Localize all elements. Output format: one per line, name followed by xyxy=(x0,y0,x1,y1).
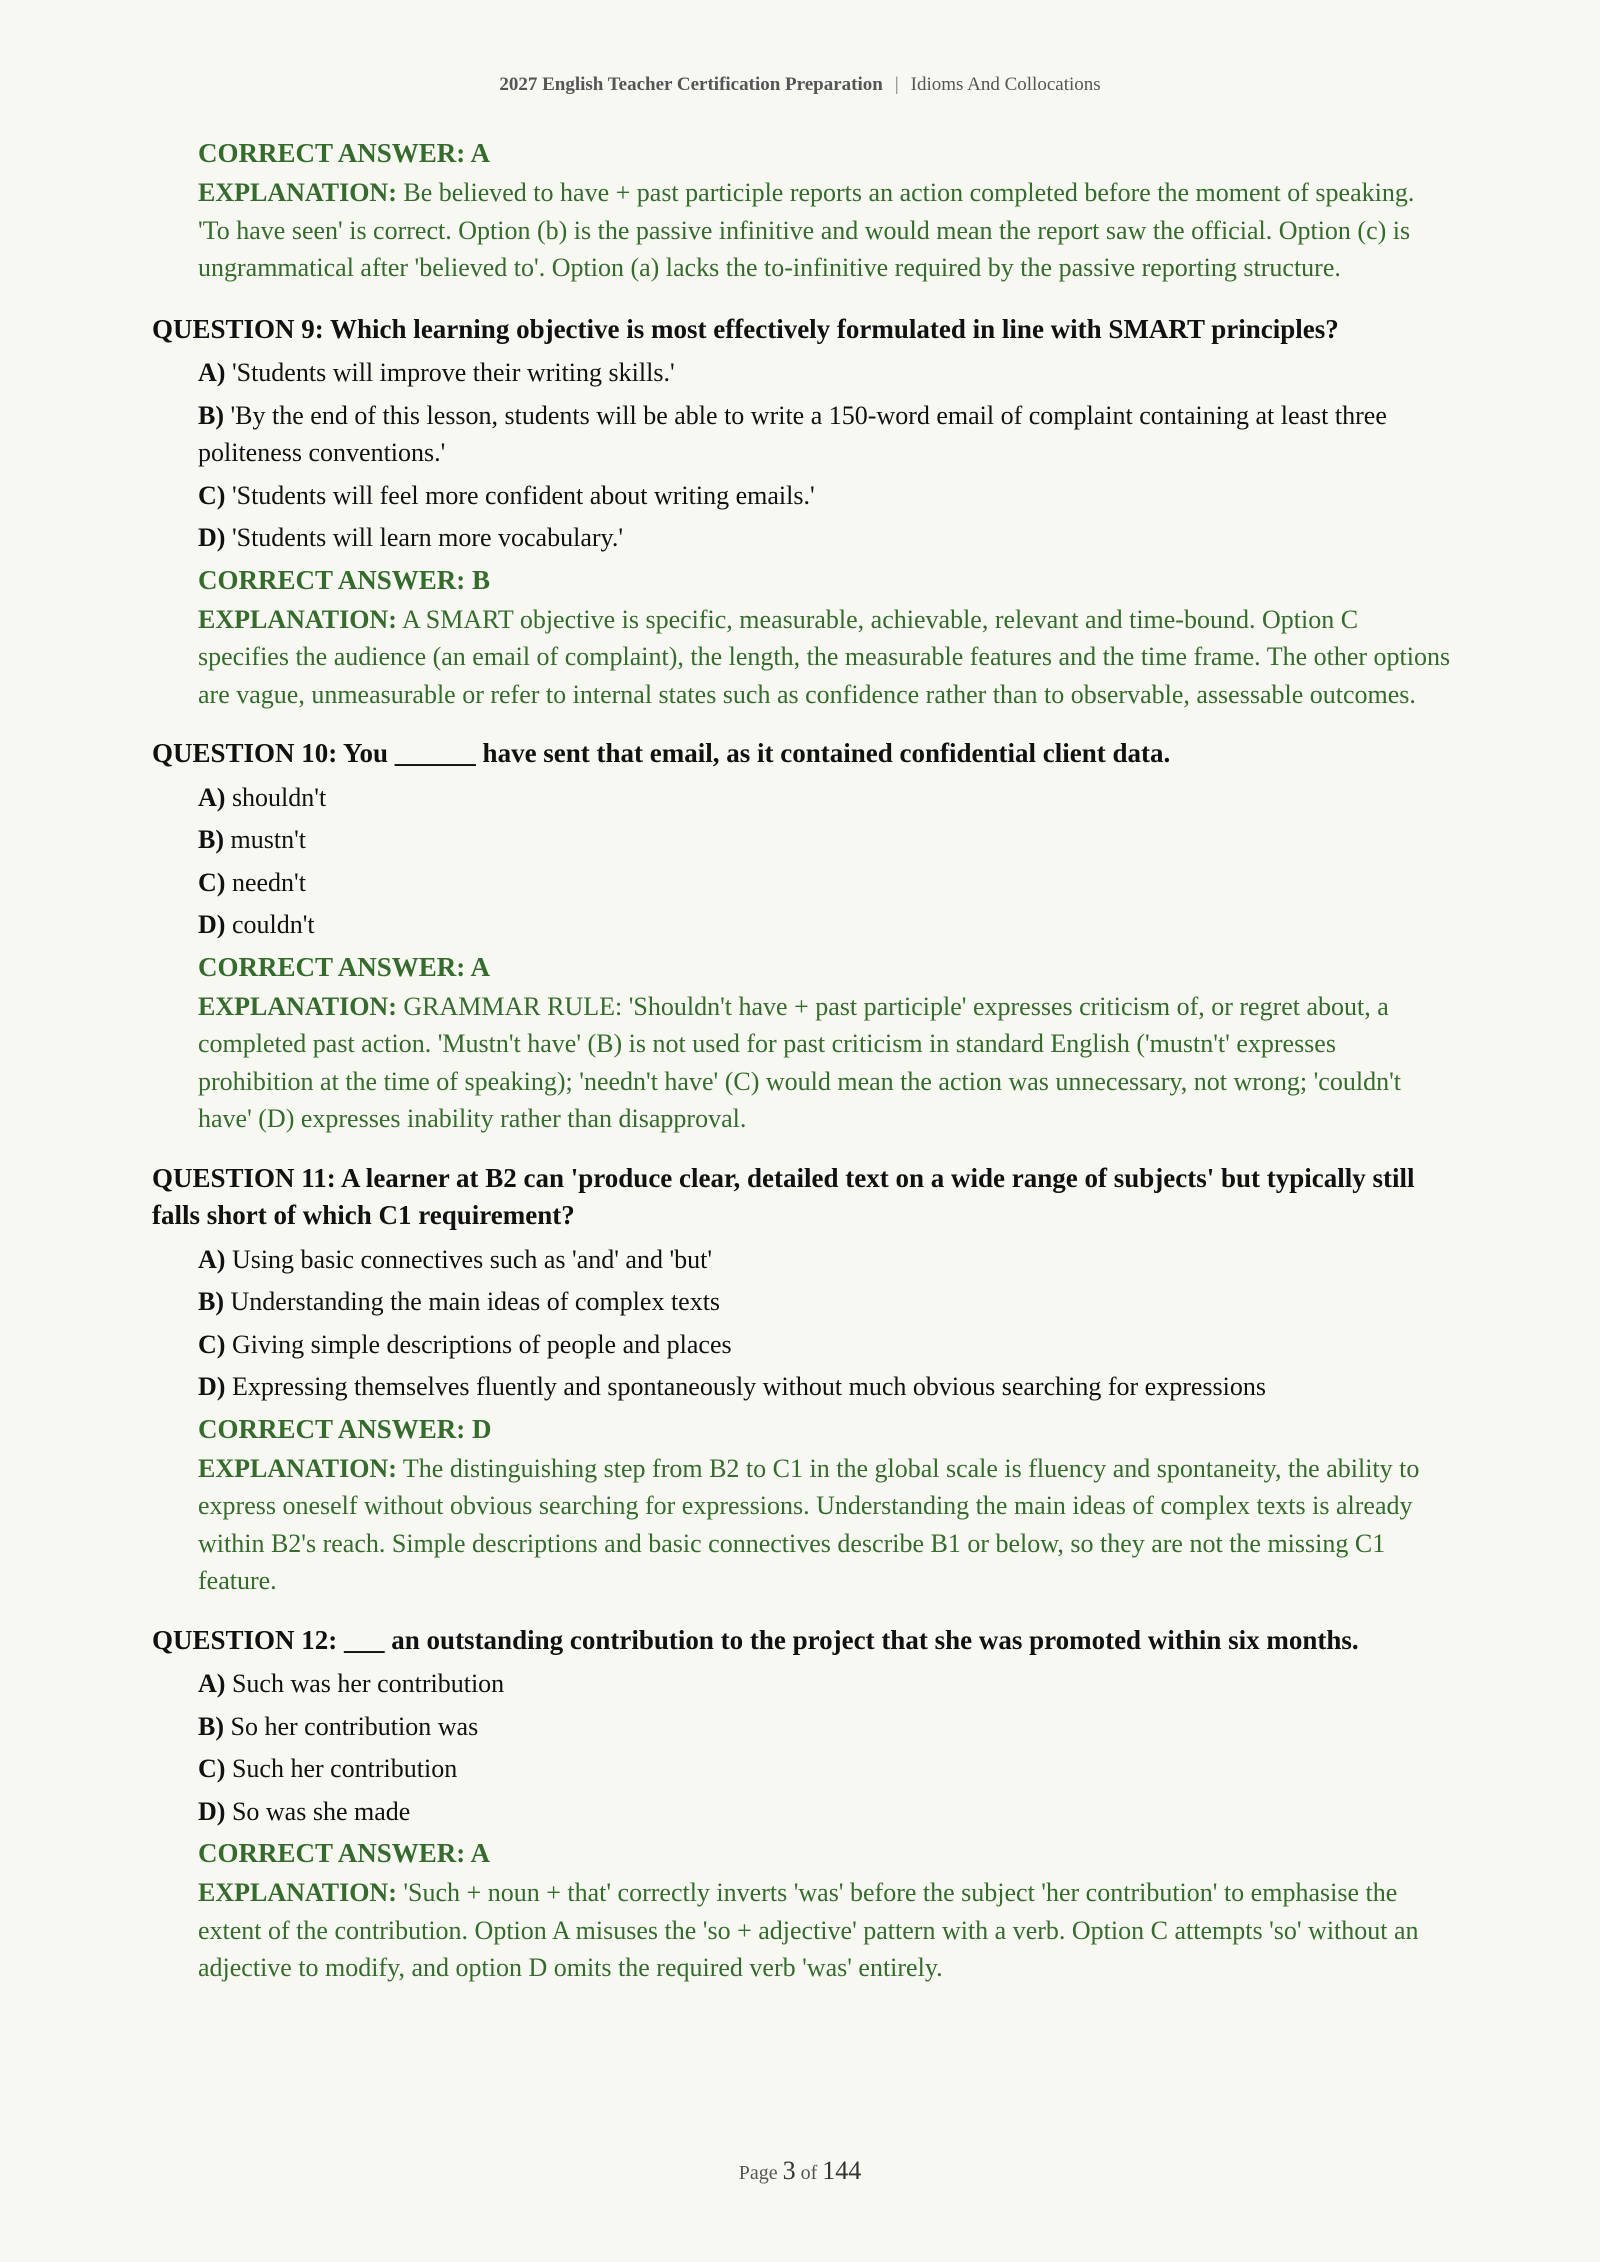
explanation-label: EXPLANATION: xyxy=(198,178,397,207)
question-8-tail xyxy=(152,136,1452,287)
question-12 xyxy=(152,1622,1452,1987)
option-a xyxy=(198,354,1452,392)
option-letter: C) xyxy=(198,480,226,510)
option-text: 'Students will learn more vocabulary.' xyxy=(231,523,624,552)
explanation xyxy=(198,988,1452,1138)
option-a xyxy=(198,779,1452,817)
option-b xyxy=(198,1283,1452,1321)
option-text: Using basic connectives such as 'and' and 'but' xyxy=(231,1244,713,1274)
option-letter: A) xyxy=(198,782,226,812)
of-word: of xyxy=(800,2162,818,2184)
page-content xyxy=(152,136,1452,1987)
question-title: QUESTION 9: Which learning objective is most effectively formulated in line with SMART principles? xyxy=(152,313,1339,344)
page-word: Page xyxy=(738,2162,778,2184)
option-c xyxy=(198,477,1452,515)
correct-answer: CORRECT ANSWER: B xyxy=(198,564,491,595)
question-10 xyxy=(152,735,1452,1138)
option-text: 'Students will feel more confident about writing emails.' xyxy=(231,480,815,510)
option-text: Giving simple descriptions of people and places xyxy=(231,1329,732,1359)
option-d xyxy=(198,1793,1452,1831)
option-letter: D) xyxy=(198,1372,226,1401)
explanation-text: Be believed to have + past participle reports an action completed before the moment of speaking. 'To have seen' is correct. Option (b) is the passive infinitive and would mean the report saw the official. Option (c) is ungrammatical after 'believed to'. Option (a) lacks the to-infinitive required by the passive reporting structure. xyxy=(198,178,1415,282)
option-b xyxy=(198,397,1452,472)
option-text: 'By the end of this lesson, students will be able to write a 150-word email of complaint containing at least three politeness conventions.' xyxy=(198,400,1387,467)
option-text: Such her contribution xyxy=(231,1754,458,1783)
option-text: shouldn't xyxy=(231,782,327,812)
option-a xyxy=(198,1665,1452,1703)
option-text: mustn't xyxy=(230,825,306,854)
correct-answer: CORRECT ANSWER: A xyxy=(198,138,491,168)
explanation-label: EXPLANATION: xyxy=(198,1878,397,1907)
option-text: So her contribution was xyxy=(230,1711,479,1741)
option-d xyxy=(198,1368,1452,1406)
option-text: Understanding the main ideas of complex texts xyxy=(230,1287,721,1316)
explanation-text: GRAMMAR RULE: 'Shouldn't have + past participle' expresses criticism of, or regret about, a completed past action. 'Mustn't have' (B) is not used for past criticism in standard English ('mustn't' expresses prohibition at the time of speaking); 'needn't have' (C) would mean the action was unnecessary, not wrong; 'couldn't have' (D) expresses inability rather than disapproval. xyxy=(198,991,1401,1133)
explanation-label: EXPLANATION: xyxy=(198,991,397,1021)
page-footer xyxy=(0,2156,1600,2186)
option-text: Such was her contribution xyxy=(231,1669,505,1698)
question-title: QUESTION 11: A learner at B2 can 'produce clear, detailed text on a wide range of subjects' but typically still falls short of which C1 requirement? xyxy=(152,1162,1415,1230)
option-letter: D) xyxy=(198,1796,226,1826)
option-letter: C) xyxy=(198,867,226,897)
option-b xyxy=(198,1708,1452,1746)
question-title: QUESTION 10: You ______ have sent that email, as it contained confidential client data. xyxy=(152,738,1171,768)
option-letter: A) xyxy=(198,1669,226,1698)
option-text: couldn't xyxy=(231,910,315,939)
option-c xyxy=(198,1750,1452,1788)
option-letter: D) xyxy=(198,910,226,939)
option-text: 'Students will improve their writing skills.' xyxy=(231,358,675,387)
explanation-text: 'Such + noun + that' correctly inverts 'was' before the subject 'her contribution' to emphasise the extent of the contribution. Option A misuses the 'so + adjective' pattern with a verb. Option C attempts 'so' without an adjective to modify, and option D omits the required verb 'was' entirely. xyxy=(198,1878,1419,1982)
explanation xyxy=(198,1874,1452,1987)
option-letter: D) xyxy=(198,523,226,552)
correct-answer: CORRECT ANSWER: D xyxy=(198,1413,492,1444)
header-separator: | xyxy=(894,74,899,95)
option-b xyxy=(198,821,1452,859)
document-title: 2027 English Teacher Certification Preparation xyxy=(499,74,883,95)
option-letter: B) xyxy=(198,825,224,854)
question-title: QUESTION 12: ___ an outstanding contribution to the project that she was promoted within six months. xyxy=(152,1624,1359,1655)
explanation xyxy=(198,1450,1452,1600)
option-letter: B) xyxy=(198,1711,224,1741)
option-a xyxy=(198,1241,1452,1279)
correct-answer: CORRECT ANSWER: A xyxy=(198,1838,491,1868)
option-text: So was she made xyxy=(231,1796,411,1826)
option-text: needn't xyxy=(231,867,306,897)
option-letter: C) xyxy=(198,1329,226,1359)
page-number: 3 xyxy=(782,2156,796,2185)
option-c xyxy=(198,1326,1452,1364)
question-9 xyxy=(152,311,1452,714)
option-letter: A) xyxy=(198,358,226,387)
explanation-label: EXPLANATION: xyxy=(198,604,397,634)
option-text: Expressing themselves fluently and spontaneously without much obvious searching for expressions xyxy=(231,1372,1266,1401)
correct-answer: CORRECT ANSWER: A xyxy=(198,951,491,982)
explanation-label: EXPLANATION: xyxy=(198,1453,397,1483)
explanation xyxy=(198,174,1452,287)
page-header xyxy=(0,74,1600,96)
option-d xyxy=(198,519,1452,557)
option-letter: A) xyxy=(198,1244,226,1274)
option-letter: B) xyxy=(198,400,224,430)
option-c xyxy=(198,864,1452,902)
total-pages: 144 xyxy=(822,2156,862,2185)
question-11 xyxy=(152,1160,1452,1600)
option-letter: C) xyxy=(198,1754,226,1783)
option-letter: B) xyxy=(198,1287,224,1316)
explanation-text: A SMART objective is specific, measurable, achievable, relevant and time-bound. Option C specifies the audience (an email of complaint), the length, the measurable features and the time frame. The other options are vague, unmeasurable or refer to internal states such as confidence rather than to observable, assessable outcomes. xyxy=(198,604,1451,709)
explanation xyxy=(198,601,1452,714)
section-title: Idioms And Collocations xyxy=(910,74,1101,95)
option-d xyxy=(198,906,1452,944)
explanation-text: The distinguishing step from B2 to C1 in the global scale is fluency and spontaneity, the ability to express oneself without obvious searching for expressions. Understanding the main ideas of complex texts is already within B2's reach. Simple descriptions and basic connectives describe B1 or below, so they are not the missing C1 feature. xyxy=(198,1453,1420,1595)
